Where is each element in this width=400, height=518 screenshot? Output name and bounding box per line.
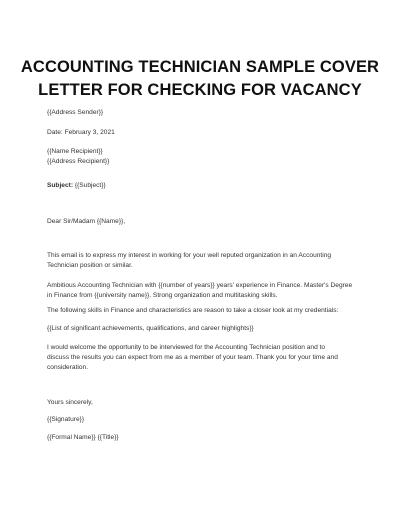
- recipient-block: [47, 147, 357, 167]
- paragraph-skills: The following skills in Finance and characteristics are reason to take a closer look at my credentials:: [47, 307, 339, 314]
- subject-label: Subject:: [47, 182, 74, 189]
- paragraph-interview-line-3: consideration.: [47, 364, 89, 371]
- paragraph-interview: [47, 343, 357, 373]
- paragraph-experience: [47, 281, 357, 301]
- subject-line: [47, 181, 357, 191]
- paragraph-interview-line-1: I would welcome the opportunity to be interviewed for the Accounting Technician position and to: [47, 344, 326, 351]
- paragraph-experience-line-2: in Finance from {{university name}}. Strong organization and multitasking skills.: [47, 292, 278, 299]
- recipient-name: {{Name Recipient}}: [47, 148, 103, 155]
- paragraph-interest: [47, 251, 357, 271]
- subject-value: {{Subject}}: [73, 182, 106, 189]
- title-line-2: LETTER FOR CHECKING FOR VACANCY: [38, 81, 362, 99]
- paragraph-interest-line-2: Technician position or similar.: [47, 262, 133, 269]
- closing: Yours sincerely,: [47, 399, 93, 406]
- paragraph-achievements: {{List of significant achievements, qualifications, and career highlights}}: [47, 325, 254, 332]
- title-line-1: ACCOUNTING TECHNICIAN SAMPLE COVER: [20, 58, 380, 76]
- salutation: Dear Sir/Madam {{Name}},: [47, 218, 126, 225]
- paragraph-experience-line-1: Ambitious Accounting Technician with {{number of years}} years' experience in Finance. Master's Degree: [47, 282, 353, 289]
- sender-address: {{Address Sender}}: [47, 109, 104, 116]
- recipient-address: {{Address Recipient}}: [47, 158, 110, 165]
- document-title: [20, 56, 380, 102]
- letter-date: Date: February 3, 2021: [47, 129, 115, 136]
- formal-name-title: {{Formal Name}} {{Title}}: [47, 434, 119, 441]
- signature: {{Signature}}: [47, 416, 85, 423]
- paragraph-interest-line-1: This email is to express my interest in working for your well reputed organization in an Accounting: [47, 252, 332, 259]
- paragraph-interview-line-2: discuss the results you can expect from me as a member of your team. Thank you for your time and: [47, 354, 338, 361]
